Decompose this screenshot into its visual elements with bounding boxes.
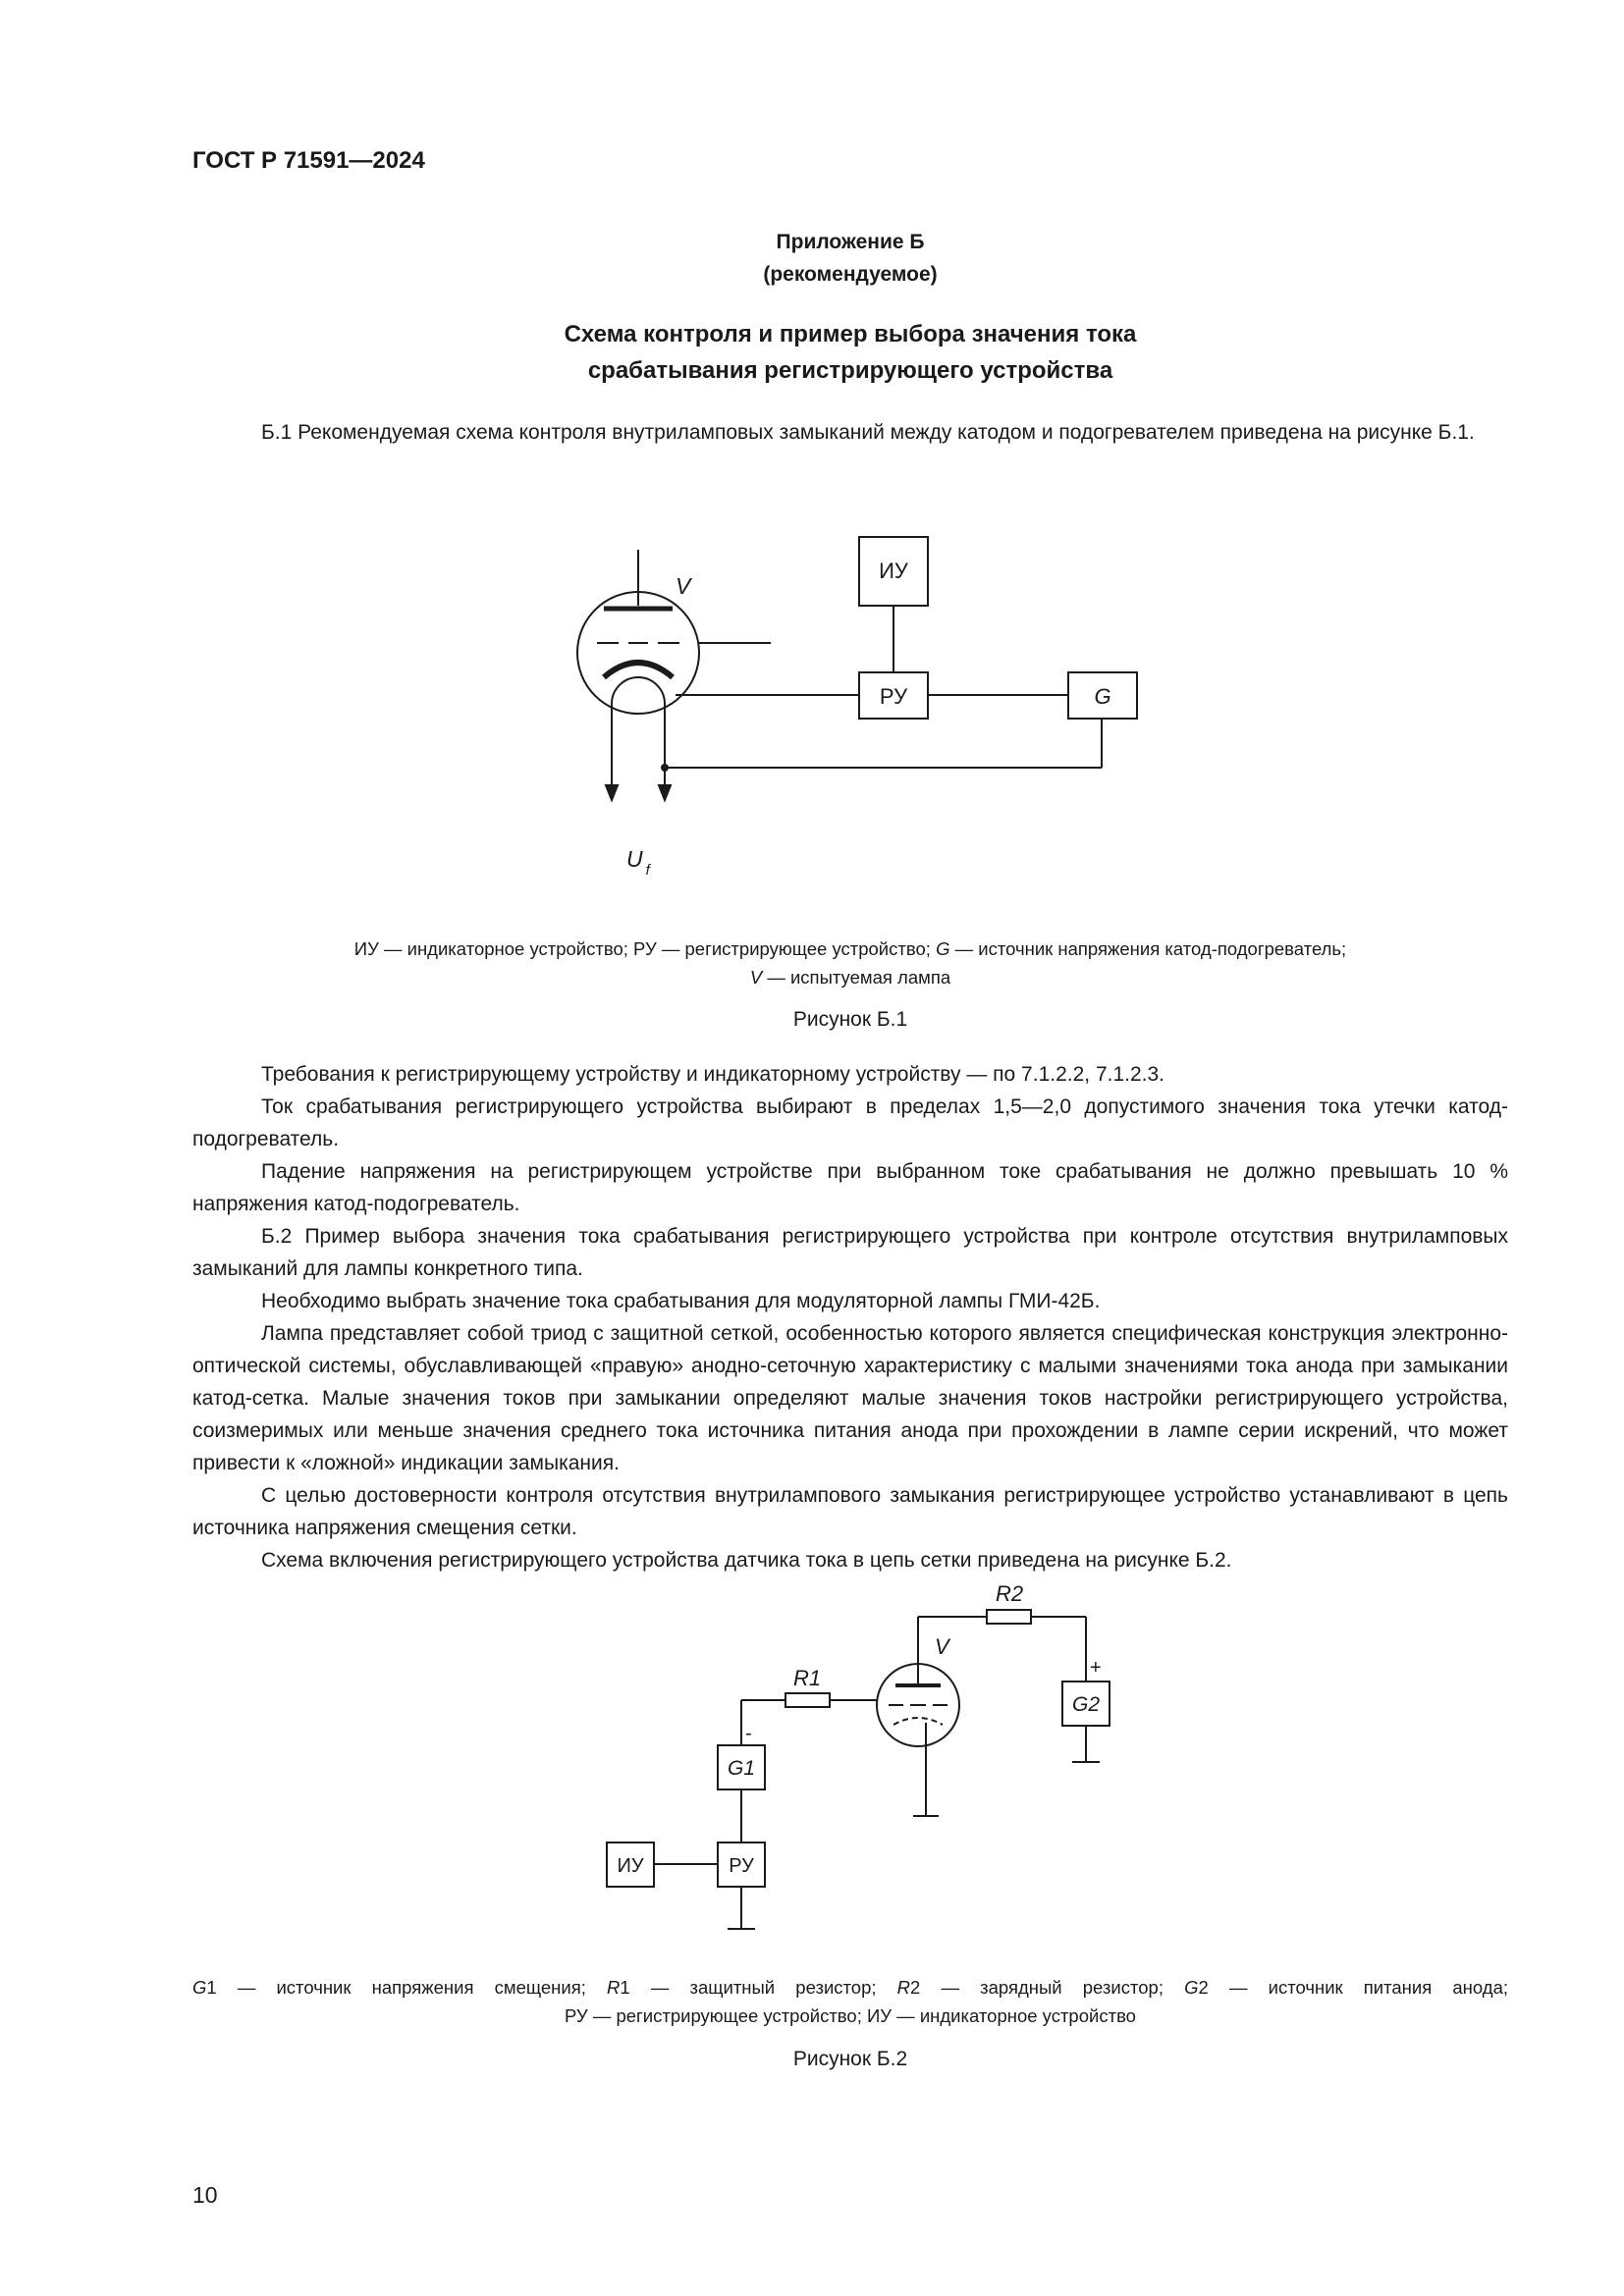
figure-b2-legend-line1: G1 — источник напряжения смещения; R1 — защитный резистор; R2 — зарядный резистор; G2 — источник питания анода; [192, 1977, 1508, 1998]
label-g1: G1 [727, 1757, 756, 1780]
figure-b2-diagram [589, 1575, 1139, 1949]
heater-loop [612, 677, 665, 731]
label-uf-main: U [626, 846, 643, 872]
label-plus: + [1090, 1657, 1102, 1679]
resistor-r2 [987, 1610, 1031, 1624]
arrow-right-icon [659, 785, 671, 800]
figure-b2-legend-line2: РУ — регистрирующее устройство; ИУ — индикаторное устройство [565, 2005, 1136, 2026]
label-r2: R2 [995, 1581, 1024, 1606]
annex-title: Приложение Б [776, 231, 925, 253]
paragraph: Ток срабатывания регистрирующего устройства выбирают в пределах 1,5—2,0 допустимого значения тока утечки катод-подогреватель. [192, 1095, 1508, 1150]
paragraph: С целью достоверности контроля отсутствия внутрилампового замыкания регистрирующее устройство устанавливают в цепь источника напряжения смещения сетки. [192, 1484, 1508, 1539]
document-code: ГОСТ Р 71591—2024 [192, 147, 425, 174]
paragraph: Б.2 Пример выбора значения тока срабатывания регистрирующего устройства при контроле отсутствия внутриламповых замыканий для лампы конкретного типа. [192, 1225, 1508, 1280]
label-ru: РУ [879, 684, 908, 709]
label-uf [626, 846, 652, 879]
paragraph: Падение напряжения на регистрирующем устройстве при выбранном токе срабатывания не должно превышать 10 % напряжения катод-подогреватель. [192, 1160, 1508, 1215]
cathode-arc [604, 663, 673, 677]
figure-b1-legend-line1: ИУ — индикаторное устройство; РУ — регистрирующее устройство; G — источник напряжения катод-подогреватель; [353, 938, 1347, 959]
figure-b2-legend [192, 1973, 1508, 2030]
figure-b1-legend [192, 934, 1508, 991]
label-v: V [935, 1634, 949, 1659]
paragraph-b1-block [192, 416, 1508, 449]
figure-b2-title: Рисунок Б.2 [792, 2048, 908, 2070]
resistor-r1 [785, 1693, 830, 1707]
annex-heading [192, 226, 1508, 291]
label-g2: G2 [1071, 1693, 1101, 1716]
label-minus: - [745, 1723, 752, 1744]
paragraph: Схема включения регистрирующего устройства датчика тока в цепь сетки приведена на рисунке Б.2. [261, 1549, 1232, 1572]
label-iu: ИУ [879, 559, 908, 583]
paragraph: Лампа представляет собой триод с защитной сеткой, особенностью которого является специфическая конструкция электронно-оптической системы, обуславливающей «правую» анодно-сеточную характеристику с малыми значениями тока анода при замыкании катод-сетка. Малые значения токов при замыкании определяют малые значения токов настройки регистрирующего устройства, соизмеримых или меньше значения среднего тока источника питания анода при прохождении в лампе серии искрений, что может привести к «ложной» индикации замыкания. [192, 1322, 1508, 1474]
paragraph: Требования к регистрирующему устройству и индикаторному устройству — по 7.1.2.2, 7.1.2.3. [261, 1063, 1165, 1086]
arrow-left-icon [606, 785, 618, 800]
section-title-line2: срабатывания регистрирующего устройства [587, 357, 1113, 384]
figure-b1-diagram [550, 535, 1159, 888]
page-number: 10 [192, 2182, 218, 2208]
figure-b1-title: Рисунок Б.1 [792, 1008, 908, 1031]
body-text [192, 1058, 1508, 1576]
label-uf-sub: f [645, 862, 650, 879]
paragraph-b1: Б.1 Рекомендуемая схема контроля внутриламповых замыканий между катодом и подогревателем приведена на рисунке Б.1. [261, 421, 1475, 444]
label-iu: ИУ [617, 1855, 644, 1877]
label-ru: РУ [729, 1855, 754, 1877]
section-title [192, 316, 1508, 389]
figure-b1-legend-line2: V — испытуемая лампа [749, 967, 951, 988]
label-v: V [676, 573, 691, 599]
paragraph: Необходимо выбрать значение тока срабатывания для модуляторной лампы ГМИ-42Б. [261, 1290, 1101, 1312]
label-r1: R1 [792, 1666, 822, 1690]
cathode-arc [893, 1718, 943, 1725]
annex-status: (рекомендуемое) [763, 263, 938, 286]
label-g: G [1094, 684, 1111, 709]
section-title-line1: Схема контроля и пример выбора значения тока [564, 321, 1137, 347]
